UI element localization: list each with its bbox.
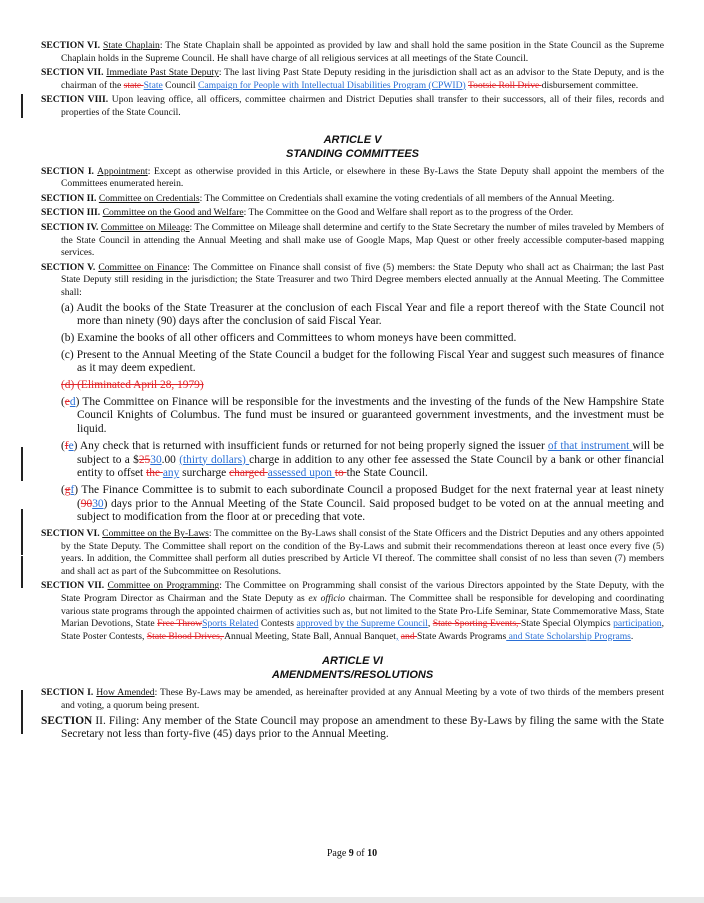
article-vi-section-i: SECTION I. How Amended: These By-Laws may be amended, as hereinafter provided at any Annual Meeting by a vote of two thirds of the members present and voting, a quorum being present. — [41, 687, 664, 711]
article-v-section-i: SECTION I. Appointment: Except as otherwise provided in this Article, or elsewhere in these By-Laws the State Deputy shall appoint the members of the Committees enumerated herein. — [41, 165, 665, 190]
article-vi-title: ARTICLE VI — [322, 655, 383, 668]
finance-item-a: (a) Audit the books of the State Treasurer at the conclusion of each Fiscal Year and file a report thereof with the State Council not more than ninety (90) days after the conclusion of said Fiscal Year. — [61, 301, 664, 328]
finance-item-e: (fe) Any check that is returned with insufficient funds or returned for not being properly signed the issuer of that instrument will be subject to a $2530.00 (thirty dollars) charge in addition to any other fee assessed the State Council by a bank or other financial entity to offset the any surcharge charged assessed upon to the State Council. — [61, 439, 664, 480]
finance-item-f: (gf) The Finance Committee is to submit to each subordinate Council a proposed Budget for the next fraternal year at least ninety (9030) days prior to the Annual Meeting of the State Council. Said proposed budget to be voted on at the annual meeting and subject to modification from the floor at or preceding that vote. — [61, 483, 664, 524]
article-v-section-vi: SECTION VI. Committee on the By-Laws: The committee on the By-Laws shall consist of the State Officers and the District Deputies and any others appointed by the State Deputy. The Committee shall report on the condition of the By-Laws and submit their recommendations thereon at least once every five (5) years. In addition, the Committee shall perform all duties prescribed by Article VI thereof. The committee shall consist of no less than seven (7) members and shall act as part of the Subcommittee on Resolutions. — [41, 528, 664, 577]
section-vi-chaplain: SECTION VI. State Chaplain: The State Chaplain shall be appointed as provided by law and shall hold the same position in the State Council as the Supreme Chaplain holds in the Supreme Council. He shall have charge of all religious services at all meetings of the State Council. — [41, 40, 665, 64]
article-v-section-ii: SECTION II. Committee on Credentials: The Committee on Credentials shall examine the voting credentials of all members of the Annual Meeting. — [41, 192, 615, 204]
page-bottom-edge — [0, 897, 704, 903]
finance-item-d: (ed) The Committee on Finance will be responsible for the investments and the investing of the funds of the New Hampshire State Council Knights of Columbus. The fund must be insured or guaranteed government investments, and the investment must be liquid. — [61, 395, 664, 436]
change-bar — [21, 447, 23, 481]
finance-item-c: (c) Present to the Annual Meeting of the State Council a budget for the following Fiscal Year and suggest such measures of finance as it may deem expedient. — [61, 348, 664, 375]
finance-item-b: (b) Examine the books of all other officers and Committees to whom moneys have been committed. — [61, 331, 517, 344]
article-v-section-iii: SECTION III. Committee on the Good and Welfare: The Committee on the Good and Welfare shall report as to the progress of the Order. — [41, 207, 574, 219]
article-v-section-v: SECTION V. Committee on Finance: The Committee on Finance shall consist of five (5) members: the State Deputy who shall act as Chairman; the last Past State Deputy still residing in the jurisdiction; the State Treasurer and two Third Degree members elected annually at the Annual Meeting. The Committee shall: — [41, 261, 664, 298]
change-bar — [21, 509, 23, 555]
article-vi-heading: AMENDMENTS/RESOLUTIONS — [271, 669, 434, 682]
finance-item-d-deleted: (d) (Eliminated April 28, 1979) — [61, 379, 204, 392]
article-v-title: ARTICLE V — [323, 133, 382, 146]
article-v-section-iv: SECTION IV. Committee on Mileage: The Committee on Mileage shall determine and certify to the State Secretary the number of miles traveled by Members of the State Council in attending the Annual Meeting and shall make use of Google Maps, Map Quest or other freely accessible computer-based mapping services. — [41, 221, 664, 259]
change-bar — [21, 556, 23, 588]
section-vii-past-state-deputy: SECTION VII. Immediate Past State Deputy: The last living Past State Deputy residing in the jurisdiction shall act as an advisor to the State Deputy, and is the chairman of the state State Council Campaign for People with Intellectual Disabilities Program (CPWID) Tootsie Roll Drive disbursement committee. — [41, 67, 664, 91]
change-bar — [21, 94, 23, 118]
change-bar — [21, 690, 23, 734]
page-footer: Page 9 of 10 — [326, 848, 378, 859]
article-v-heading: STANDING COMMITTEES — [285, 147, 419, 160]
article-v-section-vii: SECTION VII. Committee on Programming: The Committee on Programming shall consist of the various Directors appointed by the State Deputy, with the State Program Director as Chairman and the State Deputy as ex officio chairman. The Committee shall be responsible for developing and coordinating various state programs through the appointed chairmen of activities such as, but not limited to the State Pro-Life Seminar, State Commemorative Mass, State Marian Devotions, State Free ThrowSports Related Contests approved by the Supreme Council, State Sporting Events, State Special Olympics participation, State Poster Contests, State Blood Drives, Annual Meeting, State Ball, Annual Banquet, and State Awards Programs and State Scholarship Programs. — [41, 580, 664, 642]
document-body — [41, 40, 664, 744]
section-viii-transfer: SECTION VIII. Upon leaving office, all officers, committee chairmen and District Deputies shall transfer to their successors, all of their files, records and properties of the State Council. — [41, 94, 664, 118]
article-vi-section-ii: SECTION II. Filing: Any member of the State Council may propose an amendment to these By-Laws by filing the same with the State Secretary not less than forty-five (45) days prior to the Annual Meeting. — [41, 714, 664, 741]
